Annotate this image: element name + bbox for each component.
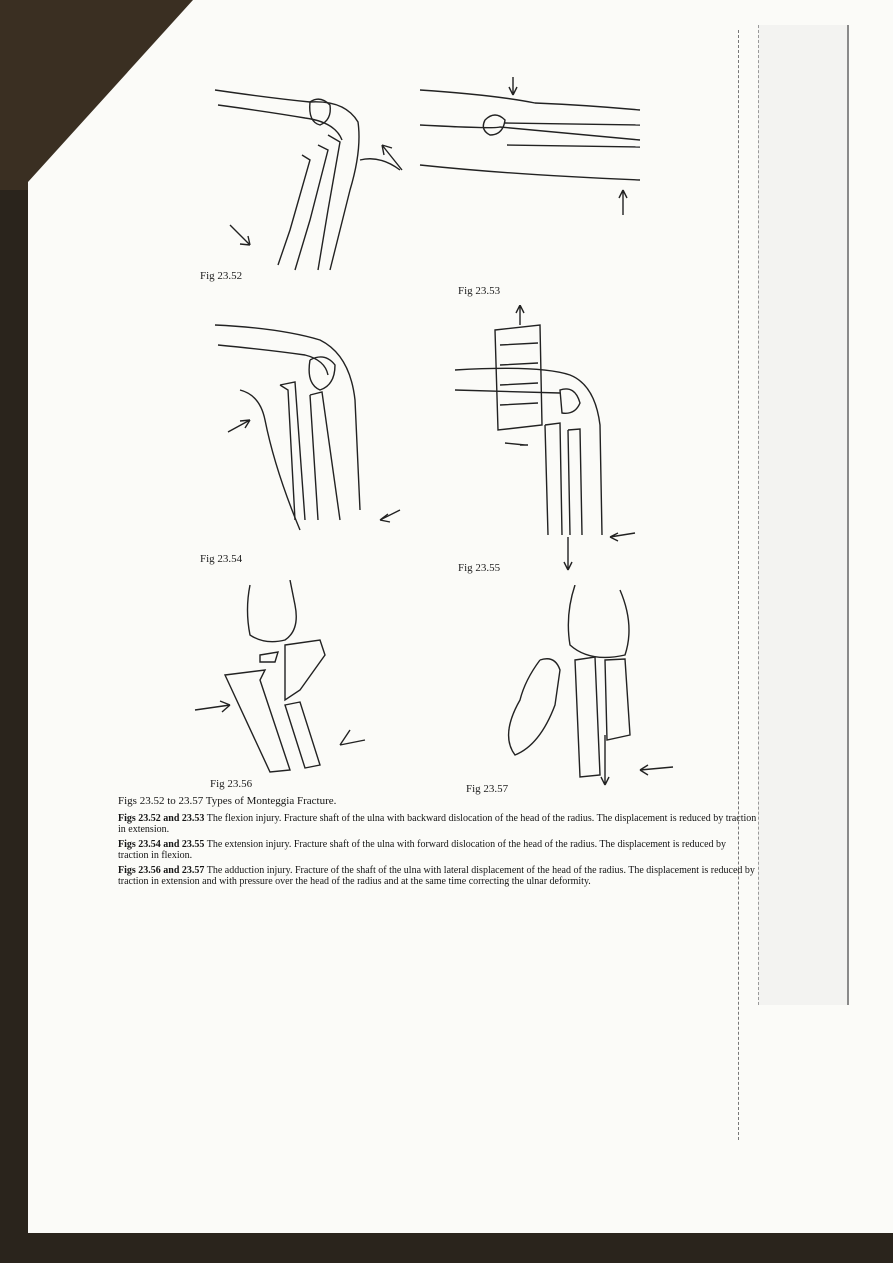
fig-caption-23-56: Fig 23.56 — [210, 778, 253, 790]
paragraph-extension-body: The extension injury. Fracture shaft of the ulna with forward dislocation of the head of the radius. The displacement is reduced by traction in flexion. — [118, 838, 727, 861]
figure-description — [118, 796, 758, 891]
paragraph-adduction-lead: Figs 23.56 and 23.57 — [118, 864, 205, 876]
figure-group-title: Figs 23.52 to 23.57 Types of Monteggia Fracture. — [118, 795, 337, 807]
figure-23-52 — [210, 60, 410, 275]
figure-23-56 — [190, 580, 370, 775]
margin-line — [738, 30, 739, 1140]
paragraph-extension — [118, 839, 758, 862]
page-edge — [758, 25, 849, 1005]
paragraph-flexion — [118, 813, 758, 836]
figure-23-57 — [495, 585, 685, 790]
figure-23-56-drawing — [190, 580, 370, 775]
figure-23-54 — [210, 320, 410, 535]
paragraph-adduction — [118, 865, 758, 888]
paragraph-extension-lead: Figs 23.54 and 23.55 — [118, 838, 205, 850]
fig-caption-23-53: Fig 23.53 — [458, 285, 501, 297]
figure-23-52-drawing — [210, 60, 410, 275]
fig-caption-23-55: Fig 23.55 — [458, 562, 501, 574]
paragraph-flexion-body: The flexion injury. Fracture shaft of the ulna with backward dislocation of the head of the radius. The displacement is reduced by traction in extension. — [118, 812, 757, 835]
fig-caption-23-52: Fig 23.52 — [200, 270, 243, 282]
figure-23-57-drawing — [495, 585, 685, 790]
figure-23-53-drawing — [415, 65, 650, 215]
figure-23-55 — [450, 305, 645, 580]
fig-caption-23-54: Fig 23.54 — [200, 553, 243, 565]
paragraph-adduction-body: The adduction injury. Fracture of the shaft of the ulna with lateral displacement of the head of the radius. The displacement is reduced by traction in extension and with pressure over the head of the radius and at the same time correcting the ulnar deformity. — [118, 864, 755, 887]
fig-caption-23-57: Fig 23.57 — [466, 783, 509, 795]
figure-23-53 — [415, 65, 650, 215]
figure-23-54-drawing — [210, 320, 410, 535]
paragraph-flexion-lead: Figs 23.52 and 23.53 — [118, 812, 205, 824]
figure-23-55-drawing — [450, 305, 645, 580]
